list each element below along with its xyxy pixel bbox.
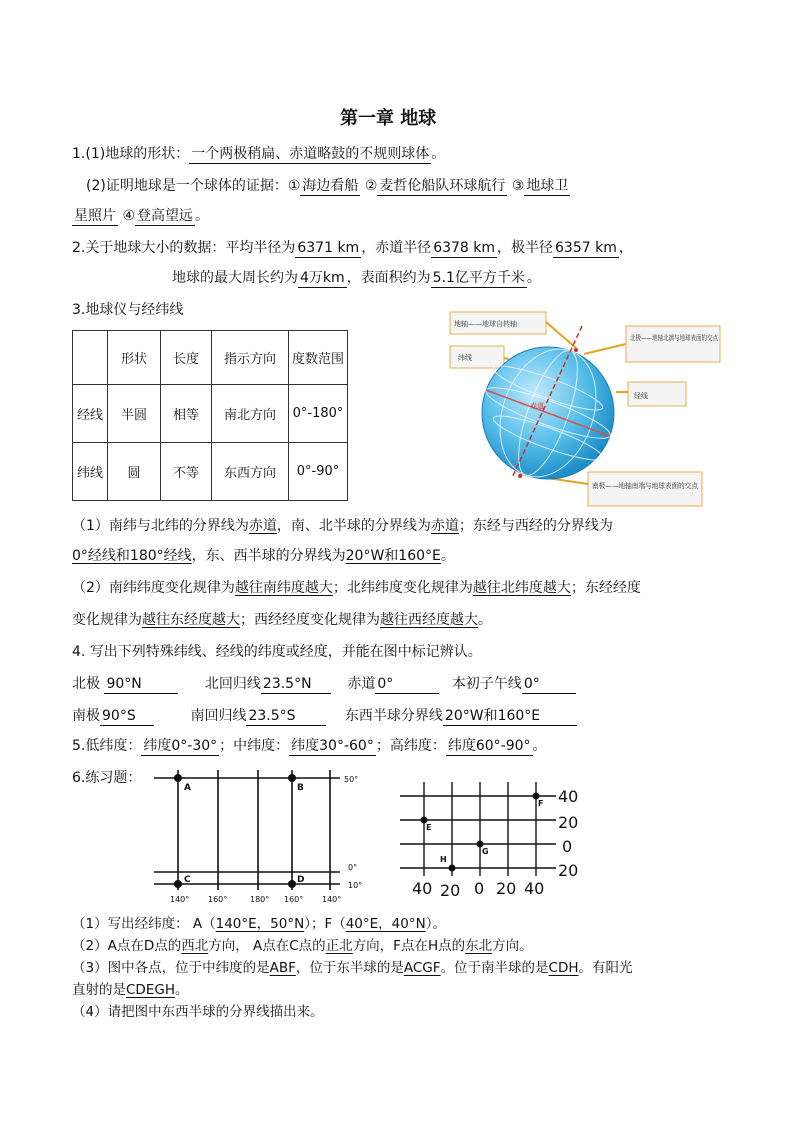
- table-cell: 0°-180°: [289, 385, 348, 443]
- lon-label: 160°: [208, 895, 228, 904]
- polar-radius: 6357 km: [555, 240, 617, 256]
- label-A: A: [184, 783, 191, 793]
- table-cell: 东西方向: [212, 443, 289, 501]
- q2-mid1: ，赤道半径: [361, 240, 432, 256]
- q3-p2-text: （2）南纬纬度变化规律为: [72, 580, 235, 596]
- table-cell: 0°-90°: [289, 443, 348, 501]
- table-header-row: [73, 331, 348, 385]
- tropic-cancer-value: 23.5°N: [261, 675, 331, 694]
- lat-label: 0°: [348, 863, 358, 872]
- grid-diagram-1: [150, 768, 380, 910]
- q1-line2: [86, 176, 570, 196]
- avg-radius: 6371 km: [297, 240, 360, 256]
- evidence-2: 麦哲伦船队环球航行: [379, 178, 506, 194]
- evidence-3-num: ③: [511, 178, 525, 194]
- high-lat-value: 纬度60°-90°: [447, 738, 531, 754]
- table-cell: 经线: [73, 385, 108, 443]
- circumference: 4万km: [300, 270, 345, 286]
- lon-label: 20: [496, 879, 517, 898]
- q3-p1-text: ，东、西半球的分界线为: [191, 548, 346, 564]
- lat-label: 20: [558, 813, 579, 832]
- q2-end2: 。: [526, 270, 541, 286]
- table-header: 指示方向: [212, 331, 289, 385]
- point-C: [174, 880, 182, 888]
- point-A: [174, 774, 182, 782]
- q3-p2-text: 变化规律为: [72, 612, 142, 628]
- q2-area-label: ，表面积约为: [346, 270, 431, 286]
- q3-p2-text: ；西经经度变化规律为: [240, 612, 380, 628]
- q4-line2: [72, 706, 577, 726]
- jingxian-label: 经线: [634, 392, 648, 400]
- q6-a3-text: 直射的是: [72, 982, 126, 998]
- label-B: B: [297, 783, 304, 793]
- q6-a2-text: 方向， A点在C点的: [208, 938, 326, 954]
- q2-label: 2.关于地球大小的数据：平均半径为: [72, 240, 296, 256]
- q3-p2-text: 。: [478, 612, 492, 628]
- table-cell: 南北方向: [212, 385, 289, 443]
- q6-a2-text: （2）A点在D点的: [72, 938, 182, 954]
- q6-a1-text: ）；F（: [304, 916, 346, 932]
- weixian-label: 纬线: [458, 354, 472, 362]
- east-hemi-points: ACGF: [403, 960, 441, 976]
- q6-a3: [72, 958, 633, 978]
- q6-a2-text: 方向。: [492, 938, 533, 954]
- q3-p1-ans3: 0°经线和180°经线: [72, 548, 192, 564]
- q6-a1: [72, 914, 446, 934]
- q5-line: [72, 736, 547, 756]
- q3-p1-line2: [72, 546, 455, 566]
- q3-p1-ans2: 赤道: [430, 518, 459, 534]
- table-cell: 相等: [161, 385, 212, 443]
- q3-heading: 3.地球仪与经纬线: [72, 302, 184, 318]
- q6-a4: （4）请把图中东西半球的分界线描出来。: [72, 1004, 324, 1020]
- evidence-2-num: ②: [364, 178, 378, 194]
- q2-circ-label: 地球的最大周长约为: [172, 270, 298, 286]
- evidence-3a: 地球卫: [526, 178, 569, 194]
- q6-a3-text: （3）图中各点，位于中纬度的是: [72, 960, 270, 976]
- q3-p1-text: ；东经与西经的分界线为: [458, 518, 613, 534]
- q1-answer-shape: 一个两极稍扁、赤道略鼓的不规则球体: [191, 146, 430, 162]
- q5-end: 。: [532, 738, 547, 754]
- evidence-1: 海边看船: [302, 178, 359, 194]
- q3-p2-text: ；北纬纬度变化规律为: [332, 580, 473, 596]
- table-header: 度数范围: [289, 331, 348, 385]
- q3-p2-line1: [72, 578, 641, 598]
- hemisphere-divide-term: 东西半球分界线: [344, 708, 443, 724]
- lon-label: 180°: [250, 895, 270, 904]
- evidence-4-num: ④: [122, 208, 136, 224]
- south-pole-value: 90°S: [100, 707, 154, 726]
- q6-a3-text: 。有阳光: [578, 960, 633, 976]
- coord-F: 40°E，40°N: [345, 916, 426, 932]
- evidence-3b: 星照片: [74, 208, 116, 224]
- direction-3: 东北: [465, 938, 493, 954]
- table-cell: 圆: [108, 443, 161, 501]
- table-header: [73, 331, 108, 385]
- north-callout-box: [626, 326, 742, 362]
- lat-label: 40: [558, 787, 579, 806]
- q6-a1-text: ）。: [425, 916, 446, 932]
- q3-p1-ans1: 赤道: [248, 518, 277, 534]
- point-D: [288, 880, 296, 888]
- q6-heading: 6.练习题：: [72, 770, 142, 786]
- table-cell: 纬线: [73, 443, 108, 501]
- north-pole-term: 北极: [72, 676, 100, 692]
- lon-label: 40: [524, 879, 545, 898]
- q3-p1-text: ，南、北半球的分界线为: [276, 518, 431, 534]
- hemisphere-divide-value: 20°W和160°E: [443, 707, 577, 726]
- q1-end2: 。: [195, 208, 210, 224]
- label-H: H: [440, 855, 447, 864]
- lon-label: 40: [412, 879, 433, 898]
- axis-label: 地轴——地球自转轴: [454, 320, 517, 328]
- q1-label: 1.(1)地球的形状：: [72, 146, 190, 162]
- mid-lat-label: ；中纬度：: [219, 738, 290, 754]
- q4-line1: [72, 674, 576, 694]
- q2-mid2: ，极半径: [497, 240, 554, 256]
- q6-a1-text: （1）写出经纬度： A（: [72, 916, 216, 932]
- tropic-capricorn-term: 南回归线: [190, 708, 247, 724]
- equator-value: 0°: [375, 675, 439, 694]
- table-cell: 不等: [161, 443, 212, 501]
- equator-radius: 6378 km: [433, 240, 496, 256]
- equator-term: 赤道: [347, 676, 376, 692]
- lon-label: 140°: [170, 895, 190, 904]
- q4-heading: 4. 写出下列特殊纬线、经线的纬度或经度，并能在图中标记辨认。: [72, 644, 482, 660]
- q3-p2-ans2: 越往北纬度越大: [472, 580, 571, 596]
- q6-a3-line2: [72, 980, 188, 1000]
- q1-evidence-label: (2)证明地球是一个球体的证据：①: [86, 178, 301, 194]
- table-row: [73, 385, 348, 443]
- q3-p2-ans4: 越往西经度越大: [380, 612, 478, 628]
- lon-label: 160°: [284, 895, 304, 904]
- point-H: [449, 865, 456, 872]
- globe-diagram: [448, 308, 742, 508]
- q2-end1: ，: [618, 240, 633, 256]
- label-E: E: [426, 823, 432, 832]
- q3-p2-text: ；东经经度: [570, 580, 641, 596]
- q2-line2: [172, 268, 541, 288]
- evidence-4: 登高望远: [137, 208, 194, 224]
- q3-p1-text: 。: [440, 548, 455, 564]
- equator-label: 赤道: [530, 402, 544, 410]
- q6-a3-text: 。位于南半球的是: [440, 960, 549, 976]
- table-header: 形状: [108, 331, 161, 385]
- label-F: F: [538, 799, 544, 808]
- q3-p1-ans4: 20°W和160°E: [345, 548, 441, 564]
- q2-line1: [72, 238, 633, 258]
- lat-label: 50°: [344, 775, 359, 784]
- table-row: [73, 443, 348, 501]
- lat-label: 20: [558, 861, 579, 880]
- low-lat-label: 5.低纬度：: [72, 738, 142, 754]
- mid-lat-value: 纬度30°-60°: [291, 738, 374, 754]
- lon-label: 0: [474, 879, 485, 898]
- prime-meridian-value: 0°: [522, 675, 576, 694]
- coord-A: 140°E，50°N: [215, 916, 305, 932]
- south-hemi-points: CDH: [548, 960, 579, 976]
- prime-meridian-term: 本初子午线: [451, 676, 522, 692]
- q1-line3: [72, 206, 209, 226]
- q3-p1-line1: [72, 516, 613, 536]
- high-lat-label: ；高纬度：: [375, 738, 446, 754]
- north-pole-label: 北极——地轴北端与地球表面的交点: [630, 334, 742, 342]
- direct-sun-points: CDEGH: [126, 982, 175, 998]
- lat-lon-table: [72, 330, 348, 501]
- lon-label: 20: [440, 881, 461, 900]
- north-pole-value: 90°N: [104, 675, 178, 694]
- q3-p1-text: （1）南纬与北纬的分界线为: [72, 518, 249, 534]
- table-header: 长度: [161, 331, 212, 385]
- south-pole-term: 南极: [72, 708, 100, 724]
- q1-line1: [72, 144, 445, 164]
- q6-a3-text: 。: [174, 982, 189, 998]
- label-C: C: [184, 875, 191, 885]
- direction-1: 西北: [181, 938, 209, 954]
- q6-a3-text: ，位于东半球的是: [295, 960, 404, 976]
- direction-2: 正北: [325, 938, 353, 954]
- q6-a2: [72, 936, 533, 956]
- label-G: G: [482, 847, 489, 856]
- q3-p2-ans3: 越往东经度越大: [142, 612, 240, 628]
- table-cell: 半圆: [108, 385, 161, 443]
- surface-area: 5.1亿平方千米: [432, 270, 525, 286]
- low-lat-value: 纬度0°-30°: [143, 738, 218, 754]
- south-pole-label: 南极——地轴南端与地球表面的交点: [592, 482, 704, 490]
- mid-lat-points: ABF: [269, 960, 296, 976]
- tropic-capricorn-value: 23.5°S: [246, 707, 326, 726]
- lon-label: 140°: [322, 895, 342, 904]
- page-title: 第一章 地球: [340, 108, 437, 129]
- q6-a2-text: 方向，F点在H点的: [352, 938, 466, 954]
- label-D: D: [297, 875, 305, 885]
- lat-label: 0: [562, 837, 573, 856]
- q3-p2-line2: [72, 610, 492, 630]
- grid-diagram-2: [398, 780, 598, 900]
- tropic-cancer-term: 北回归线: [204, 676, 261, 692]
- q3-p2-ans1: 越往南纬度越大: [234, 580, 333, 596]
- point-B: [288, 774, 296, 782]
- lat-label: 10°: [348, 881, 363, 890]
- q1-end: 。: [431, 146, 446, 162]
